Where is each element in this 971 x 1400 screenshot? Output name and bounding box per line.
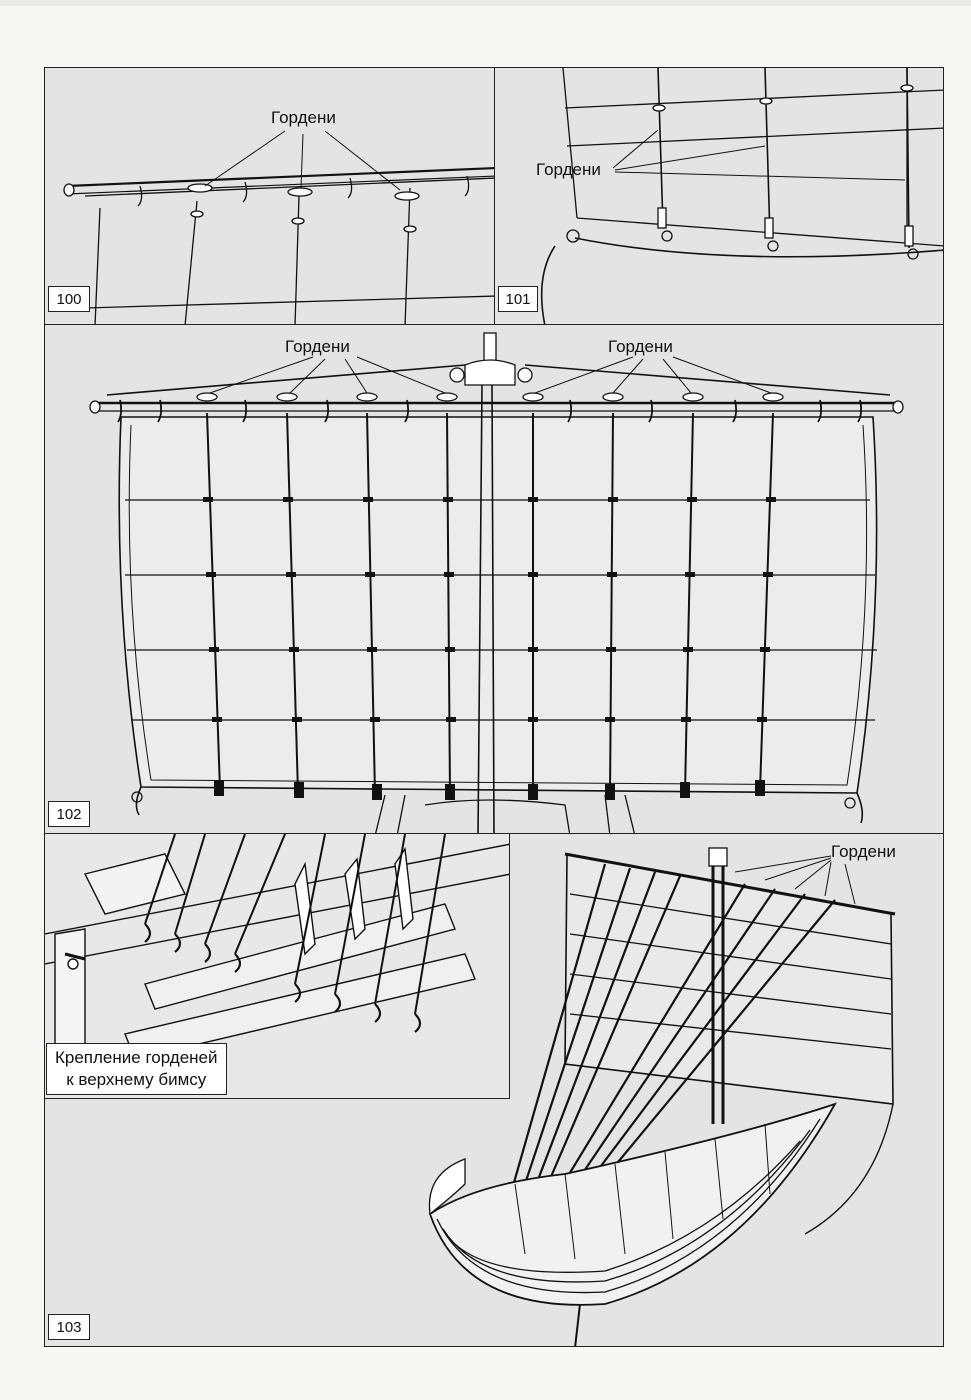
figure-101-drawing [495,68,944,325]
figure-101 [494,67,944,325]
inset-caption-line2: к верхнему бимсу [66,1070,207,1089]
figure-102 [44,324,944,835]
figure-103-inset-caption [46,1043,227,1095]
figure-100-label: Гордени [271,108,336,127]
figure-102-drawing [45,325,944,835]
figure-101-number: 101 [498,286,538,312]
inset-caption-line1: Крепление горденей [55,1048,218,1067]
figure-103-label: Гордени [831,842,896,861]
figure-102-number: 102 [48,801,90,827]
figure-103 [44,833,944,1347]
figure-103-inset [44,833,510,1099]
figure-100-drawing [45,68,496,325]
figure-102-label-left: Гордени [285,337,350,356]
page-top-edge [0,0,971,6]
figure-103-number: 103 [48,1314,90,1340]
figure-101-label: Гордени [536,160,601,179]
figure-102-label-right: Гордени [608,337,673,356]
figure-100-number: 100 [48,286,90,312]
figure-100 [44,67,496,325]
